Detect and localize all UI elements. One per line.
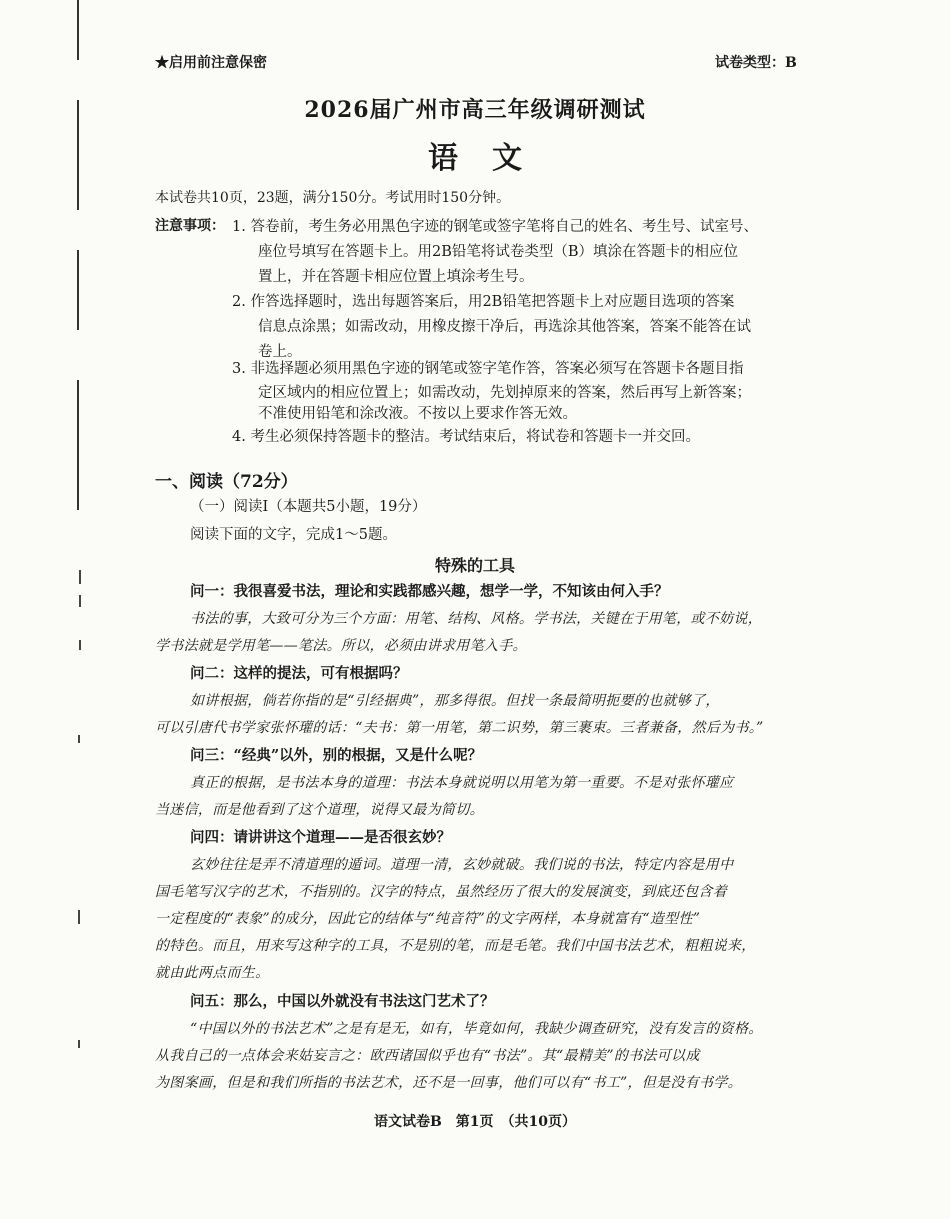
note-line: 2. 作答选择题时，选出每题答案后，用2B铅笔把答题卡上对应题目选项的答案 [232, 294, 735, 310]
note-line: 定区域内的相应位置上；如需改动，先划掉原来的答案，然后再写上新答案； [258, 385, 751, 401]
question-line: 问一：我很喜爱书法，理论和实践都感兴趣，想学一学，不知该由何入手？ [190, 583, 669, 600]
reading-instruction: 阅读下面的文字，完成1～5题。 [190, 527, 397, 543]
answer-line: 的特色。而且，用来写这种字的工具，不是别的笔，而是毛笔。我们中国书法艺术，粗粗说来， [155, 938, 756, 954]
answer-line: 就由此两点而生。 [155, 965, 270, 981]
answer-line: 为图案画，但是和我们所指的书法艺术，还不是一回事，他们可以有“书工”，但是没有书学。 [155, 1075, 742, 1091]
note-line: 不准使用铅笔和涂改液。不按以上要求作答无效。 [258, 406, 577, 422]
question-line: 问四：请讲讲这个道理——是否很玄妙？ [190, 829, 451, 846]
section-heading: 一、阅读（72分） [155, 472, 298, 492]
answer-line: 书法的事，大致可分为三个方面：用笔、结构、风格。学书法，关键在于用笔，或不妨说， [190, 611, 762, 627]
subject-title: 语文 [428, 141, 556, 176]
answer-line: 如讲根据，倘若你指的是“引经据典”，那多得很。但找一条最简明扼要的也就够了， [190, 693, 720, 709]
question-line: 问三：“经典”以外，别的根据，又是什么呢？ [190, 747, 483, 764]
answer-line: 一定程度的“表象”的成分，因此它的结体与“纯音符”的文字两样，本身就富有“造型性” [155, 911, 701, 927]
answer-line: 学书法就是学用笔——笔法。所以，必须由讲求用笔入手。 [155, 638, 527, 654]
answer-line: 国毛笔写汉字的艺术，不指别的。汉字的特点，虽然经历了很大的发展演变，到底还包含着 [155, 884, 727, 900]
note-line: 信息点涂黑；如需改动，用橡皮擦干净后，再选涂其他答案，答案不能答在试 [258, 319, 751, 335]
answer-line: 从我自己的一点体会来姑妄言之：欧西诸国似乎也有“书法”。其“最精美”的书法可以成 [155, 1048, 700, 1064]
note-line: 卷上。 [258, 344, 302, 360]
answer-line: 可以引唐代书学家张怀瓘的话：“夫书：第一用笔，第二识势，第三裹束。三者兼备，然后为书。” [155, 720, 764, 736]
notes-label: 注意事项： [155, 218, 225, 234]
confidential-label: ★启用前注意保密 [155, 55, 267, 71]
note-line: 置上，并在答题卡相应位置上填涂考生号。 [258, 269, 534, 285]
answer-line: 玄妙往往是弄不清道理的遁词。道理一清，玄妙就破。我们说的书法，特定内容是用中 [190, 857, 734, 873]
subsection-heading: （一）阅读Ⅰ（本题共5小题，19分） [190, 499, 427, 515]
note-line: 1. 答卷前，考生务必用黑色字迹的钢笔或签字笔将自己的姓名、考生号、试室号、 [232, 219, 758, 235]
paper-type-label: 试卷类型：B [715, 55, 797, 71]
exam-title: 2026届广州市高三年级调研测试 [304, 97, 646, 123]
question-line: 问二：这样的提法，可有根据吗？ [190, 665, 408, 682]
article-title: 特殊的工具 [434, 556, 515, 575]
note-line: 4. 考生必须保持答题卡的整洁。考试结束后，将试卷和答题卡一并交回。 [232, 429, 700, 445]
page-footer: 语文试卷B 第1页 （共10页） [373, 1114, 577, 1130]
note-line: 3. 非选择题必须用黑色字迹的钢笔或签字笔作答，答案必须写在答题卡各题目指 [232, 361, 744, 377]
exam-intro: 本试卷共10页，23题，满分150分。考试用时150分钟。 [155, 190, 511, 206]
question-line: 问五：那么，中国以外就没有书法这门艺术了？ [190, 993, 495, 1010]
answer-line: “中国以外的书法艺术”之是有是无，如有，毕竟如何，我缺少调查研究，没有发言的资格。 [190, 1021, 763, 1037]
answer-line: 当迷信，而是他看到了这个道理，说得又最为简切。 [155, 802, 484, 818]
note-line: 座位号填写在答题卡上。用2B铅笔将试卷类型（B）填涂在答题卡的相应位 [258, 244, 739, 260]
answer-line: 真正的根据，是书法本身的道理：书法本身就说明以用笔为第一重要。不是对张怀瓘应 [190, 775, 734, 791]
